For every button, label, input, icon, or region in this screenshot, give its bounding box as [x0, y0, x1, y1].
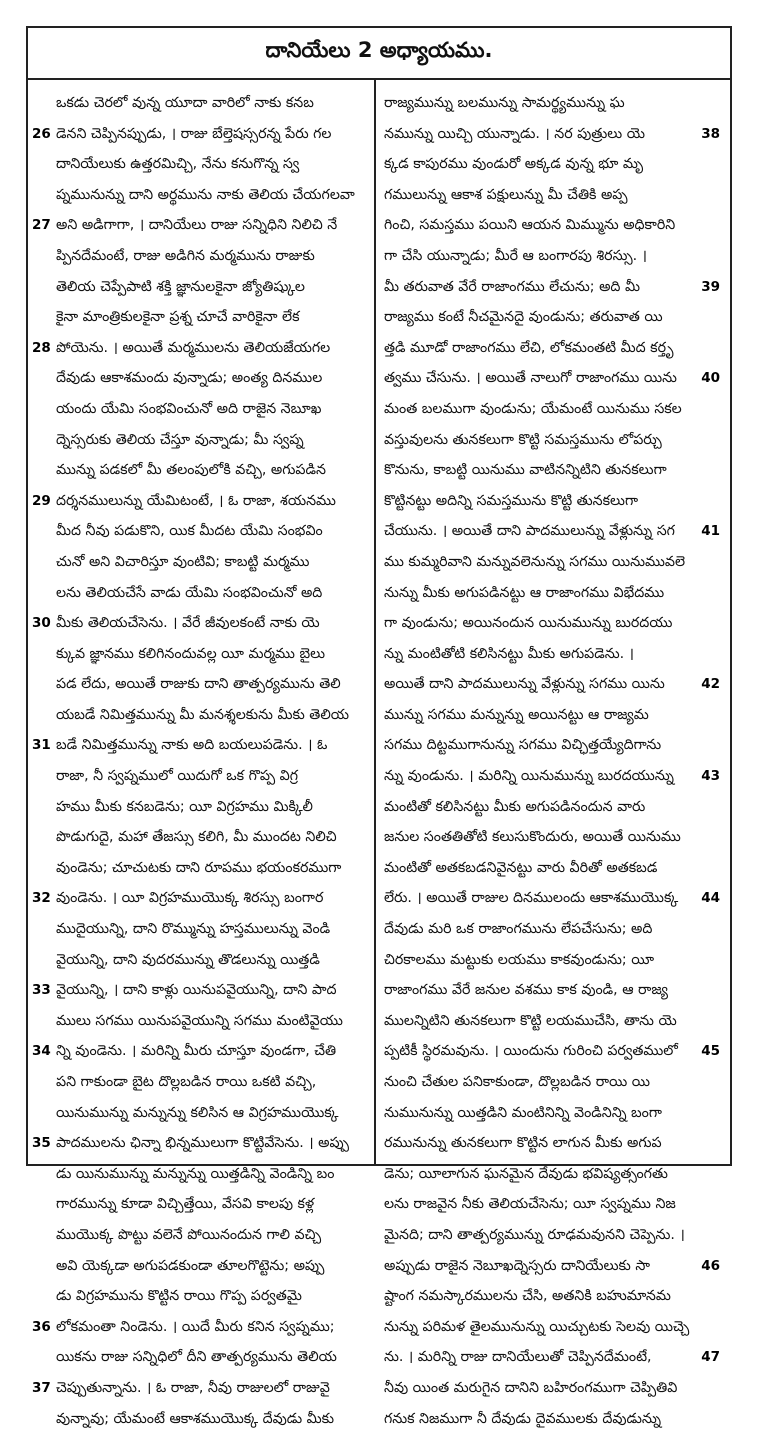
verse-number: 39 [701, 278, 720, 295]
line-text: గించి, సమస్తము పయిని ఆయన మిమ్మును అధికారిని [384, 217, 676, 234]
verse-number: 27 [32, 217, 51, 234]
text-line [32, 119, 372, 150]
line-text: నీవు యింత మరుగైన దానిని బహిరంగముగా చెప్పితివి [384, 1379, 678, 1396]
text-line [380, 1006, 720, 1037]
line-text: దానియేలుకు ఉత్తరమిచ్చి, నేను కనుగొన్న స్వ [56, 156, 300, 173]
text-line [32, 394, 372, 425]
text-line [380, 1312, 720, 1343]
text-line [380, 547, 720, 578]
text-line [380, 883, 720, 914]
text-line [32, 88, 372, 119]
text-line [380, 272, 720, 303]
verse-number: 29 [32, 492, 51, 509]
verse-number: 45 [701, 1043, 720, 1060]
line-text: నున్ను మీకు అగుపడినట్టు ఆ రాజాంగము విభేదము [384, 584, 665, 601]
line-text: మీకు తెలియచేసెను. । వేరే జీవులకంటే నాకు యె [56, 615, 320, 632]
line-text: రాజ్యమున్ను బలమున్ను సామర్థ్యమున్ను ఘ [384, 95, 625, 111]
text-line [32, 1342, 372, 1373]
right-column [380, 88, 720, 1427]
verse-number: 31 [32, 737, 51, 754]
text-line [32, 516, 372, 547]
line-text: మంత బలముగా వుండును; యేమంటే యినుము సకల [384, 400, 682, 417]
line-text: కైనా మాంత్రికులకైనా ప్రశ్న చూచే వారికైనా లేక [56, 309, 300, 326]
line-text: దర్శనములున్ను యేమిటంటే, । ఓ రాజా, శయనము [56, 492, 336, 509]
text-line [380, 1067, 720, 1098]
text-line [380, 669, 720, 700]
text-line [380, 792, 720, 823]
text-line [380, 333, 720, 364]
line-text: ప్పినదేమంటే, రాజు అడిగిన మర్మమును రాజుకు [56, 247, 315, 264]
text-line [32, 1098, 372, 1129]
verse-number: 42 [701, 676, 720, 693]
verse-number: 35 [32, 1135, 51, 1152]
line-text: యికను రాజు సన్నిధిలో దీని తాత్పర్యమును తెలియ [56, 1349, 337, 1366]
text-line [32, 425, 372, 456]
line-text: అని అడిగాగా, । దానియేలు రాజు సన్నిధిని నిలిచి నే [56, 217, 338, 234]
page-frame [26, 26, 732, 1427]
text-line [32, 1220, 372, 1251]
line-text: మంటితో అతకబడనివైనట్టు వారు వీరితో అతకబడ [384, 859, 658, 876]
line-text: వస్తువులను తునకలుగా కొట్టి సమస్తమును లోపర్చు [384, 431, 662, 448]
text-line [380, 210, 720, 241]
line-text: లను రాజవైన నీకు తెలియచేసెను; యీ స్వప్నము నిజ [384, 1196, 676, 1213]
line-text: సగము దిట్టముగానున్ను సగము విచ్ఛిత్తయ్యేదిగాను [384, 737, 662, 754]
text-line [32, 608, 372, 639]
line-text: ను. । మరిన్ని రాజు దానియేలుతో చెప్పినదేమంటే, [384, 1349, 652, 1366]
text-line [32, 883, 372, 914]
text-line [32, 761, 372, 792]
text-line [380, 394, 720, 425]
line-text: దేవుడు మరి ఒక రాజాంగమును లేపచేసును; అది [384, 921, 653, 938]
text-line [32, 700, 372, 731]
line-text: వుండెను; చూచుటకు దాని రూపము భయంకరముగా [56, 859, 342, 876]
text-line [32, 272, 372, 303]
text-line [380, 822, 720, 853]
line-text: నున్ను పరిమళ తైలమునున్ను యిచ్చుటకు సెలవు యిచ్చె [384, 1318, 690, 1335]
text-line [32, 302, 372, 333]
text-line [32, 669, 372, 700]
line-text: త్వము చేసును. । అయితే నాలుగో రాజాంగము యిను [384, 370, 677, 387]
line-text: రాజా, నీ స్వప్నములో యిదుగో ఒక గొప్ప విగ్ర [56, 768, 298, 785]
verse-number: 33 [32, 982, 51, 999]
verse-number: 28 [32, 339, 51, 356]
text-line [32, 547, 372, 578]
line-text: యినుమున్ను మన్నున్ను కలిసిన ఆ విగ్రహముయొక్క [56, 1104, 339, 1121]
verse-number: 30 [32, 615, 51, 632]
line-text: ద్నెస్సరుకు తెలియ చేస్తూ వున్నాడు; మీ స్వప్న [56, 431, 304, 448]
text-line [380, 1251, 720, 1282]
text-line [380, 1036, 720, 1067]
line-text: మున్ను సగము మన్నున్ను అయినట్టు ఆ రాజ్యమ [384, 706, 649, 723]
text-line [380, 1189, 720, 1220]
text-line [32, 1189, 372, 1220]
line-text: డెను; యీలాగున ఘనమైన దేవుడు భవిష్యత్సంగతు [384, 1165, 668, 1182]
line-text: న్ను వుండును. । మరిన్ని యినుమున్ను బురదయున్ను [384, 768, 674, 785]
line-text: వున్నావు; యేమంటే ఆకాశముయొక్క దేవుడు మీకు [56, 1410, 334, 1427]
line-text: ము కుమ్మరివాని మన్నువలెనున్ను సగము యినుమువలె [384, 553, 686, 570]
line-text: ముదైయున్ని, దాని రొమ్మున్ను హస్తములున్ను వెండి [56, 921, 331, 938]
text-line [32, 180, 372, 211]
text-line [380, 1159, 720, 1190]
line-text: పొడుగుదై, మహా తేజస్సు కలిగి, మీ ముందట నిలిచి [56, 829, 337, 846]
line-text: లేరు. । అయితే రాజుల దినములందు ఆకాశముయొక్క [384, 890, 679, 907]
text-line [32, 455, 372, 486]
text-line [380, 608, 720, 639]
text-line [32, 1159, 372, 1190]
text-line [380, 1373, 720, 1404]
text-line [380, 945, 720, 976]
line-text: మంటితో కలిసినట్టు మీకు అగుపడినందున వారు [384, 798, 646, 815]
text-line [380, 119, 720, 150]
text-line [32, 1404, 372, 1434]
verse-number: 26 [32, 125, 51, 142]
line-text: పని గాకుండా బైట దొల్లబడిన రాయి ఒకటి వచ్చి, [56, 1074, 317, 1090]
line-text: యందు యేమి సంభవించునో అది రాజైన నెబూఖ [56, 400, 322, 417]
line-text: క్కువ జ్ఞానము కలిగినందువల్ల యీ మర్మము బైలు [56, 645, 326, 662]
line-text: పాదములను ఛిన్నా భిన్నములుగా కొట్టివేసెను. । అప్పు [56, 1135, 349, 1152]
text-line [380, 639, 720, 670]
verse-number: 40 [701, 370, 720, 387]
text-line [380, 180, 720, 211]
text-line [380, 1342, 720, 1373]
line-text: అయితే దాని పాదములున్ను వేళ్లున్ను సగము యిను [384, 676, 665, 693]
line-text: వైయున్ని, । దాని కాళ్లు యినుపవైయున్ని, దాని పాద [56, 982, 337, 999]
text-line [32, 149, 372, 180]
text-line [32, 333, 372, 364]
line-text: క్కడ కాపురము వుండురో అక్కడ వున్న భూ మృ [384, 156, 644, 173]
text-line [32, 1281, 372, 1312]
line-text: డెనని చెప్పినప్పుడు, । రాజు బేల్తెషస్సరన్న పేరు గల [56, 125, 332, 142]
line-text: రాజ్యము కంటే నీచమైనదై వుండును; తరువాత యి [384, 309, 663, 326]
text-line [380, 853, 720, 884]
verse-number: 34 [32, 1043, 51, 1060]
text-line [32, 914, 372, 945]
text-line [380, 302, 720, 333]
chapter-heading [28, 28, 730, 80]
verse-number: 37 [32, 1379, 51, 1396]
line-text: గారమున్ను కూడా విచ్చిత్తేయి, వేసవి కాలపు కళ్ల [56, 1196, 315, 1213]
line-text: ప్నమునున్ను దాని అర్థమును నాకు తెలియ చేయగలవా [56, 186, 355, 203]
verse-number: 38 [701, 125, 720, 142]
line-text: కొట్టినట్టు అదిన్ని సమస్తమును కొట్టి తునకలుగా [384, 492, 639, 509]
line-text: గా వుండును; అయినందున యినుమున్ను బురదయు [384, 615, 673, 632]
left-column [32, 88, 372, 1427]
line-text: ప్పటికీ స్థిరమవును. । యిందును గురించి పర్వతములో [384, 1043, 678, 1060]
line-text: చిరకాలము మట్టుకు లయము కాకవుండును; యీ [384, 951, 655, 968]
line-text: ములు సగము యినుపవైయున్ని సగము మంటివైయు [56, 1012, 343, 1029]
text-line [380, 578, 720, 609]
chapter-title: దానియేలు 2 అధ్యాయము. [265, 38, 493, 62]
text-line [380, 486, 720, 517]
line-text: మీ తరువాత వేరే రాజాంగము లేచును; అది మీ [384, 278, 640, 295]
text-line [32, 210, 372, 241]
text-line [32, 1036, 372, 1067]
text-line [32, 1312, 372, 1343]
text-line [380, 1281, 720, 1312]
line-text: నుంచి చేతుల పనికాకుండా, దొల్లబడిన రాయి యి [384, 1074, 650, 1090]
line-text: జనుల సంతతితోటి కలుసుకొందురు, అయితే యినుము [384, 829, 681, 846]
text-line [32, 730, 372, 761]
text-line [380, 516, 720, 547]
verse-number: 32 [32, 890, 51, 907]
text-line [32, 363, 372, 394]
line-text: హము మీకు కనబడెను; యీ విగ్రహము మిక్కిలీ [56, 798, 313, 815]
line-text: ష్టాంగ నమస్కారములను చేసి, అతనికి బహుమానమ [384, 1288, 671, 1305]
verse-number: 41 [701, 523, 720, 540]
line-text: నుమునున్ను యిత్తడిని మంటినిన్ని వెండినిన్ని బంగా [384, 1104, 662, 1121]
text-line [32, 1006, 372, 1037]
line-text: మీద నీవు పడుకొని, యిక మీదట యేమి సంభవిం [56, 523, 323, 540]
line-text: గములున్ను ఆకాశ పక్షులున్ను మీ చేతికి అప్ప [384, 186, 628, 203]
line-text: త్తడి మూడో రాజాంగము లేచి, లోకమంతటి మీద కర్తృ [384, 339, 674, 356]
line-text: చెప్పుతున్నాను. । ఓ రాజా, నీవు రాజులలో రాజువై [56, 1379, 330, 1396]
text-line [380, 975, 720, 1006]
line-text: డు యినుమున్ను మన్నున్ను యిత్తడిన్ని వెండిన్ని బం [56, 1165, 335, 1182]
text-line [380, 149, 720, 180]
verse-number: 43 [701, 768, 720, 785]
line-text: పడ లేదు, అయితే రాజుకు దాని తాత్పర్యమును తెలి [56, 676, 341, 693]
text-line [380, 241, 720, 272]
line-text: తెలియ చెప్పేపాటి శక్తి జ్ఞానులకైనా జ్యోతిష్కుల [56, 278, 305, 295]
line-text: నమున్ను యిచ్చి యున్నాడు. । నర పుత్రులు యె [384, 125, 645, 142]
line-text: గనుక నిజముగా నీ దేవుడు దైవములకు దేవుడున్ను [384, 1410, 662, 1427]
text-line [380, 88, 720, 119]
text-line [380, 1220, 720, 1251]
line-text: ములన్నిటిని తునకలుగా కొట్టి లయముచేసి, తాను యె [384, 1012, 677, 1029]
line-text: ముయొక్క పొట్టు వలెనే పోయినందున గాలి వచ్చి [56, 1226, 322, 1243]
line-text: చునో అని విచారిస్తూ వుంటివి; కాబట్టి మర్మము [56, 553, 310, 570]
text-line [380, 730, 720, 761]
line-text: వైయున్ని, దాని వుదరమున్ను తొడలున్ను యిత్తడి [56, 951, 320, 968]
line-text: కొనును, కాబట్టి యినుము వాటినన్నిటిని తునకలుగా [384, 462, 667, 479]
text-line [32, 945, 372, 976]
verse-number: 47 [701, 1349, 720, 1366]
text-line [380, 1098, 720, 1129]
line-text: అప్పుడు రాజైన నెబూఖద్నెస్సరు దానియేలుకు సా [384, 1257, 650, 1274]
line-text: పోయెను. । అయితే మర్మములను తెలియజేయగల [56, 339, 331, 356]
text-line [380, 914, 720, 945]
verse-number: 46 [701, 1257, 720, 1274]
line-text: న్ని వుండెను. । మరిన్ని మీరు చూస్తూ వుండగా, చేతి [56, 1043, 337, 1060]
text-line [32, 578, 372, 609]
line-text: మున్ను పడకలో మీ తలంపులోకి వచ్చి, అగుపడిన [56, 462, 326, 479]
text-line [32, 1067, 372, 1098]
text-line [32, 1251, 372, 1282]
line-text: న్ను మంటితోటి కలిసినట్టు మీకు అగుపడెను. । [384, 645, 635, 662]
verse-number: 36 [32, 1318, 51, 1335]
line-text: రాజాంగము వేరే జనుల వశము కాక వుండి, ఆ రాజ్య [384, 982, 668, 999]
line-text: చేయును. । అయితే దాని పాదములున్ను వేళ్లున్ను సగ [384, 523, 675, 540]
line-text: అవి యెక్కడా అగుపడకుండా తూలగొట్టెను; అప్పు [56, 1257, 325, 1274]
column-divider [374, 80, 376, 1166]
text-line [32, 853, 372, 884]
line-text: ఒకడు చెరలో వున్న యూదా వారిలో నాకు కనబ [56, 95, 314, 111]
line-text: లోకమంతా నిండెను. । యిదే మీరు కనిన స్వప్నము; [56, 1318, 335, 1335]
text-line [32, 975, 372, 1006]
text-line [32, 241, 372, 272]
text-line [32, 792, 372, 823]
line-text: గా చేసి యున్నాడు; మీరే ఆ బంగారపు శిరస్సు. । [384, 247, 647, 264]
text-line [380, 761, 720, 792]
line-text: రమునున్ను తునకలుగా కొట్టిన లాగున మీకు అగుప [384, 1135, 662, 1152]
text-line [380, 425, 720, 456]
line-text: డు విగ్రహమును కొట్టిన రాయి గొప్ప పర్వతమై [56, 1288, 302, 1305]
line-text: వుండెను. । యీ విగ్రహముయొక్క శిరస్సు బంగార [56, 890, 324, 907]
text-line [32, 486, 372, 517]
text-line [380, 455, 720, 486]
text-line [32, 1373, 372, 1404]
text-line [380, 700, 720, 731]
line-text: మైనది; దాని తాత్పర్యమున్ను రూఢమవునని చెప్పెను. । [384, 1226, 685, 1243]
line-text: బడే నిమిత్తమున్ను నాకు అది బయలుపడెను. । ఓ [56, 737, 328, 754]
text-line [380, 1404, 720, 1434]
text-line [32, 822, 372, 853]
line-text: దేవుడు ఆకాశమందు వున్నాడు; అంత్య దినముల [56, 370, 323, 387]
text-line [380, 363, 720, 394]
text-line [32, 639, 372, 670]
line-text: యబడే నిమిత్తమున్ను మీ మనశ్శలకును మీకు తెలియ [56, 706, 349, 723]
text-line [32, 1128, 372, 1159]
line-text: లను తెలియచేసే వాడు యేమి సంభవించునో అది [56, 584, 323, 601]
text-line [380, 1128, 720, 1159]
verse-number: 44 [701, 890, 720, 907]
